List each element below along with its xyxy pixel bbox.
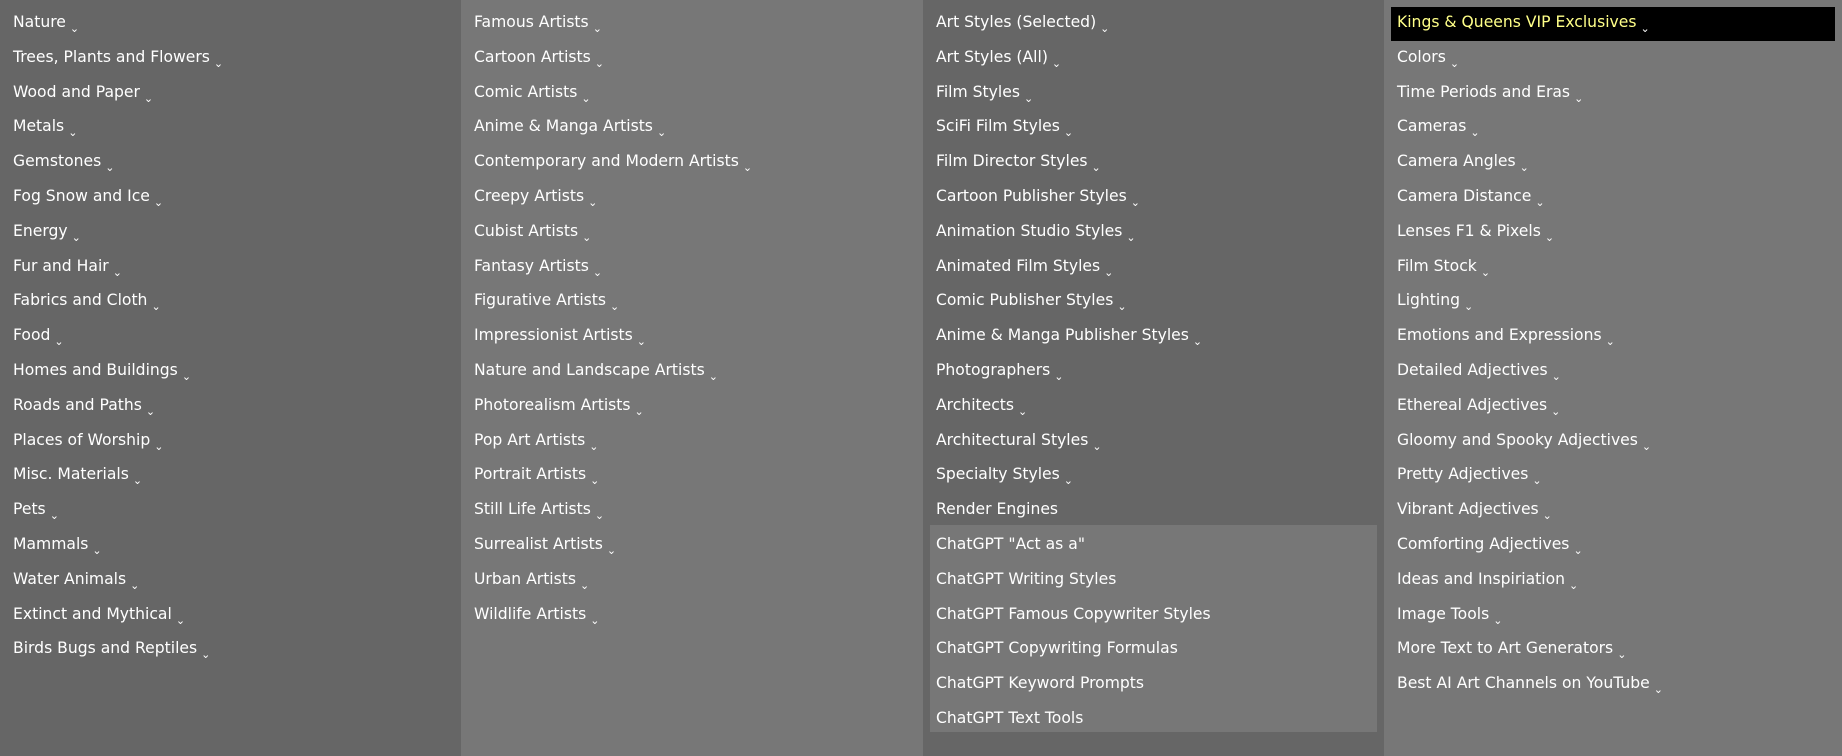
menu-item[interactable] xyxy=(1397,290,1474,314)
chevron-down-icon: ⌄ xyxy=(1532,474,1542,488)
menu-item-label: Comic Publisher Styles xyxy=(936,291,1114,310)
menu-item-label: Trees, Plants and Flowers xyxy=(13,47,210,66)
chevron-down-icon: ⌄ xyxy=(656,126,667,140)
menu-item-label: ChatGPT "Act as a" xyxy=(936,535,1085,553)
menu-item[interactable] xyxy=(13,360,192,383)
menu-item-label: Anime & Manga Publisher Styles xyxy=(936,326,1189,345)
menu-item-label: Architectural Styles xyxy=(936,430,1089,449)
chevron-down-icon: ⌄ xyxy=(213,56,224,70)
menu-item-label: Portrait Artists xyxy=(474,465,587,484)
menu-item-label: Pets xyxy=(13,500,46,519)
menu-item-label: Gloomy and Spooky Adjectives xyxy=(1397,430,1638,449)
menu-item[interactable] xyxy=(936,151,1101,175)
menu-item-label: Specialty Styles xyxy=(936,465,1060,484)
chevron-down-icon: ⌄ xyxy=(592,265,603,279)
menu-item[interactable] xyxy=(474,464,600,488)
menu-item[interactable] xyxy=(13,256,122,279)
menu-item-label: Lenses F1 & Pixels xyxy=(1397,221,1541,240)
chevron-down-icon: ⌄ xyxy=(594,509,605,523)
chevron-down-icon: ⌄ xyxy=(1449,56,1460,70)
chevron-down-icon: ⌄ xyxy=(1653,683,1663,697)
menu-item[interactable] xyxy=(474,604,600,627)
menu-item-label: Photorealism Artists xyxy=(474,395,631,414)
menu-item[interactable] xyxy=(936,325,1203,349)
menu-item-label: Photographers xyxy=(936,361,1051,379)
menu-item[interactable] xyxy=(936,116,1074,140)
menu-item[interactable] xyxy=(936,638,1178,658)
menu-column-styles xyxy=(923,0,1384,756)
menu-item-label: Art Styles (All) xyxy=(936,47,1048,66)
chevron-down-icon: ⌄ xyxy=(1480,265,1491,279)
menu-item[interactable] xyxy=(936,499,1058,519)
menu-item-label: Fantasy Artists xyxy=(474,256,589,275)
menu-item-label: ChatGPT Keyword Prompts xyxy=(936,674,1145,693)
menu-item-label: Image Tools xyxy=(1397,604,1490,623)
chevron-down-icon: ⌄ xyxy=(1192,335,1203,349)
menu-item[interactable] xyxy=(1397,430,1652,453)
menu-item-label: Birds Bugs and Reptiles xyxy=(13,639,198,658)
menu-item-label: Film Styles xyxy=(936,82,1020,101)
menu-item-label: Vibrant Adjectives xyxy=(1397,500,1539,519)
chevron-down-icon: ⌄ xyxy=(49,509,59,523)
menu-item-label: Animated Film Styles xyxy=(936,256,1101,275)
menu-item[interactable] xyxy=(936,430,1102,453)
chevron-down-icon: ⌄ xyxy=(154,439,164,453)
menu-item-label: Energy xyxy=(13,221,68,240)
chevron-down-icon: ⌄ xyxy=(594,56,604,70)
menu-item-label: Colors xyxy=(1397,47,1446,66)
chevron-down-icon: ⌄ xyxy=(636,335,646,349)
menu-item[interactable] xyxy=(474,325,646,349)
chevron-down-icon: ⌄ xyxy=(1573,544,1583,557)
menu-item-label: Contemporary and Modern Artists xyxy=(474,152,739,171)
chevron-down-icon: ⌄ xyxy=(580,578,590,592)
chevron-down-icon: ⌄ xyxy=(54,335,64,349)
menu-item[interactable] xyxy=(474,116,667,140)
menu-item[interactable] xyxy=(936,569,1116,589)
menu-item-label: Cartoon Publisher Styles xyxy=(936,187,1127,205)
menu-item[interactable] xyxy=(936,47,1062,70)
chevron-down-icon: ⌄ xyxy=(1470,126,1480,140)
chevron-down-icon: ⌄ xyxy=(130,578,140,592)
menu-item-label: Misc. Materials xyxy=(13,465,129,484)
chevron-down-icon: ⌄ xyxy=(1092,439,1102,453)
chevron-down-icon: ⌄ xyxy=(68,126,78,140)
menu-item[interactable] xyxy=(1397,221,1555,244)
chevron-down-icon: ⌄ xyxy=(1117,300,1127,314)
chevron-down-icon: ⌄ xyxy=(1640,22,1650,35)
menu-item-label: Homes and Buildings xyxy=(13,361,178,379)
chevron-down-icon: ⌄ xyxy=(151,300,161,314)
menu-item[interactable] xyxy=(1397,464,1542,488)
menu-item[interactable] xyxy=(936,673,1144,693)
chevron-down-icon: ⌄ xyxy=(1617,648,1627,662)
menu-item[interactable] xyxy=(936,221,1136,244)
menu-item[interactable] xyxy=(1397,534,1583,557)
menu-item-label: Art Styles (Selected) xyxy=(936,13,1097,31)
menu-item[interactable] xyxy=(1397,82,1584,105)
menu-item[interactable] xyxy=(13,604,186,627)
chevron-down-icon: ⌄ xyxy=(1493,613,1503,627)
menu-item[interactable] xyxy=(13,82,154,105)
chevron-down-icon: ⌄ xyxy=(153,196,164,209)
menu-item-label: Render Engines xyxy=(936,500,1059,519)
menu-item-label: Fabrics and Cloth xyxy=(13,291,148,310)
menu-item[interactable] xyxy=(1397,638,1627,662)
menu-item-label: Ideas and Inspiriation xyxy=(1397,569,1566,588)
chevron-down-icon: ⌄ xyxy=(143,91,154,105)
menu-item[interactable] xyxy=(474,499,605,523)
menu-item-label: Pop Art Artists xyxy=(474,430,586,449)
chevron-down-icon: ⌄ xyxy=(1063,474,1073,488)
menu-item-label: Cubist Artists xyxy=(474,221,579,240)
chevron-down-icon: ⌄ xyxy=(1018,404,1028,418)
chevron-down-icon: ⌄ xyxy=(1551,404,1561,418)
chevron-down-icon: ⌄ xyxy=(175,613,186,627)
menu-item[interactable] xyxy=(13,290,161,314)
menu-item-label: Places of Worship xyxy=(13,430,151,449)
menu-column-artists xyxy=(461,0,923,756)
menu-item[interactable] xyxy=(13,186,164,209)
menu-item-label: Best AI Art Channels on YouTube xyxy=(1397,674,1650,693)
chevron-down-icon: ⌄ xyxy=(69,22,80,35)
menu-item-label: Urban Artists xyxy=(474,569,577,588)
menu-item[interactable] xyxy=(1397,569,1579,592)
menu-item-label: Mammals xyxy=(13,535,89,553)
chevron-down-icon: ⌄ xyxy=(1519,161,1529,175)
menu-item[interactable] xyxy=(474,360,718,383)
chevron-down-icon: ⌄ xyxy=(588,196,598,209)
menu-item[interactable] xyxy=(13,534,102,557)
menu-item[interactable] xyxy=(474,569,590,592)
menu-item[interactable] xyxy=(474,12,602,35)
chevron-down-icon: ⌄ xyxy=(708,370,718,383)
menu-item-label: More Text to Art Generators xyxy=(1397,639,1614,658)
menu-item-label: Nature xyxy=(13,13,66,31)
menu-item[interactable] xyxy=(13,569,140,592)
menu-item[interactable] xyxy=(936,360,1064,383)
chevron-down-icon: ⌄ xyxy=(145,404,156,418)
chevron-down-icon: ⌄ xyxy=(590,613,600,627)
menu-item-label: Detailed Adjectives xyxy=(1397,361,1548,379)
chevron-down-icon: ⌄ xyxy=(1023,91,1034,105)
menu-item-label: Pretty Adjectives xyxy=(1397,465,1529,484)
menu-item-label: ChatGPT Writing Styles xyxy=(936,569,1117,588)
menu-item[interactable] xyxy=(936,290,1127,314)
chevron-down-icon: ⌄ xyxy=(1051,56,1062,70)
chevron-down-icon: ⌄ xyxy=(610,300,620,314)
chevron-down-icon: ⌄ xyxy=(201,648,211,662)
menu-item[interactable] xyxy=(13,325,64,349)
menu-item[interactable] xyxy=(13,499,59,523)
menu-item[interactable] xyxy=(936,82,1034,105)
chevron-down-icon: ⌄ xyxy=(1091,161,1101,175)
chevron-down-icon: ⌄ xyxy=(1054,370,1064,383)
menu-item-label: Water Animals xyxy=(13,569,127,588)
menu-item-label: Anime & Manga Artists xyxy=(474,117,653,136)
menu-item-label: Camera Distance xyxy=(1397,187,1532,205)
menu-item-label: Impressionist Artists xyxy=(474,326,633,345)
menu-item[interactable] xyxy=(13,395,156,418)
menu-item-label: Wildlife Artists xyxy=(474,604,587,623)
menu-item-label: ChatGPT Famous Copywriter Styles xyxy=(936,604,1211,623)
menu-item[interactable] xyxy=(474,534,617,557)
chevron-down-icon: ⌄ xyxy=(592,22,602,35)
menu-item[interactable] xyxy=(474,290,620,314)
chevron-down-icon: ⌄ xyxy=(1542,509,1552,523)
menu-item-label: SciFi Film Styles xyxy=(936,117,1060,136)
menu-item[interactable] xyxy=(1397,116,1480,140)
menu-item-label: Camera Angles xyxy=(1397,152,1516,171)
menu-item-label: ChatGPT Text Tools xyxy=(936,709,1084,727)
menu-item-label: Film Director Styles xyxy=(936,152,1088,171)
menu-item[interactable] xyxy=(936,12,1110,35)
menu-item-label: Famous Artists xyxy=(474,13,589,31)
menu-item[interactable] xyxy=(13,47,224,70)
menu-item[interactable] xyxy=(1397,256,1491,279)
menu-item-label: Fog Snow and Ice xyxy=(13,187,150,205)
menu-item[interactable] xyxy=(1397,395,1561,418)
menu-item-label: Fur and Hair xyxy=(13,256,109,275)
menu-column-materials xyxy=(0,0,461,756)
chevron-down-icon: ⌄ xyxy=(92,544,102,557)
menu-item-label: Still Life Artists xyxy=(474,500,591,519)
menu-item[interactable] xyxy=(474,47,604,70)
menu-item-label: Cameras xyxy=(1397,117,1467,136)
menu-item-label: Gemstones xyxy=(13,152,102,171)
menu-item[interactable] xyxy=(936,604,1211,624)
menu-item[interactable] xyxy=(1397,325,1615,349)
menu-item[interactable] xyxy=(1397,604,1503,627)
menu-item-label: Time Periods and Eras xyxy=(1397,82,1571,101)
chevron-down-icon: ⌄ xyxy=(1063,126,1074,140)
chevron-down-icon: ⌄ xyxy=(606,544,617,557)
menu-item[interactable] xyxy=(1397,673,1663,697)
menu-item-label: Kings & Queens VIP Exclusives xyxy=(1397,13,1637,31)
menu-item-label: Comic Artists xyxy=(474,82,578,101)
menu-item-label: Wood and Paper xyxy=(13,82,140,101)
menu-item[interactable] xyxy=(1397,151,1529,175)
menu-item-label: Figurative Artists xyxy=(474,291,607,310)
menu-item[interactable] xyxy=(474,186,598,209)
menu-item-label: Surrealist Artists xyxy=(474,535,603,553)
chevron-down-icon: ⌄ xyxy=(105,161,115,175)
menu-item[interactable] xyxy=(1397,360,1561,383)
menu-item-label: Animation Studio Styles xyxy=(936,221,1123,240)
menu-item[interactable] xyxy=(474,395,644,418)
menu-item-label: ChatGPT Copywriting Formulas xyxy=(936,639,1178,658)
chevron-down-icon: ⌄ xyxy=(1574,91,1584,105)
chevron-down-icon: ⌄ xyxy=(1641,439,1652,453)
menu-item[interactable] xyxy=(474,151,753,175)
chevron-down-icon: ⌄ xyxy=(582,230,592,244)
menu-item-label: Food xyxy=(13,326,51,345)
menu-item-label: Nature and Landscape Artists xyxy=(474,361,705,379)
menu-item-label: Metals xyxy=(13,117,65,136)
menu-item[interactable] xyxy=(13,116,78,140)
chevron-down-icon: ⌄ xyxy=(581,91,591,105)
chevron-down-icon: ⌄ xyxy=(1100,22,1110,35)
menu-item-label: Ethereal Adjectives xyxy=(1397,395,1548,414)
menu-item[interactable] xyxy=(13,464,143,488)
chevron-down-icon: ⌄ xyxy=(634,404,644,418)
menu-item[interactable] xyxy=(13,221,81,244)
menu-item[interactable] xyxy=(936,534,1085,554)
menu-item[interactable] xyxy=(1397,499,1552,523)
menu-column-photography xyxy=(1384,0,1842,756)
chevron-down-icon: ⌄ xyxy=(132,474,143,488)
menu-item[interactable] xyxy=(474,256,603,279)
menu-item-label: Film Stock xyxy=(1397,256,1477,275)
menu-item-label: Lighting xyxy=(1397,291,1461,310)
menu-item[interactable] xyxy=(936,395,1028,418)
menu-item[interactable] xyxy=(936,186,1140,209)
chevron-down-icon: ⌄ xyxy=(71,230,81,244)
menu-item[interactable] xyxy=(13,12,80,35)
chevron-down-icon: ⌄ xyxy=(1130,196,1140,209)
menu-item[interactable] xyxy=(13,151,115,175)
menu-item[interactable] xyxy=(474,82,591,105)
chevron-down-icon: ⌄ xyxy=(1551,370,1561,383)
chatgpt-section-panel xyxy=(930,525,1377,732)
menu-item[interactable] xyxy=(1397,47,1460,70)
menu-item[interactable] xyxy=(13,430,164,453)
chevron-down-icon: ⌄ xyxy=(1104,265,1114,279)
menu-item-label: Creepy Artists xyxy=(474,187,585,205)
menu-item-label: Architects xyxy=(936,395,1015,414)
menu-item[interactable] xyxy=(936,708,1083,728)
menu-item[interactable] xyxy=(1397,12,1650,35)
chevron-down-icon: ⌄ xyxy=(742,161,753,175)
chevron-down-icon: ⌄ xyxy=(1535,196,1545,209)
menu-item-label: Comforting Adjectives xyxy=(1397,535,1570,553)
menu-item-label: Roads and Paths xyxy=(13,395,142,414)
menu-item[interactable] xyxy=(1397,186,1545,209)
chevron-down-icon: ⌄ xyxy=(590,474,600,488)
chevron-down-icon: ⌄ xyxy=(112,265,122,279)
menu-item[interactable] xyxy=(474,430,599,453)
menu-item-label: Emotions and Expressions xyxy=(1397,326,1602,345)
menu-item-label: Extinct and Mythical xyxy=(13,604,172,623)
chevron-down-icon: ⌄ xyxy=(1126,230,1136,244)
chevron-down-icon: ⌄ xyxy=(181,370,192,383)
chevron-down-icon: ⌄ xyxy=(1544,230,1555,244)
menu-item[interactable] xyxy=(936,464,1073,488)
chevron-down-icon: ⌄ xyxy=(1569,578,1579,592)
menu-item[interactable] xyxy=(936,256,1114,279)
chevron-down-icon: ⌄ xyxy=(1464,300,1474,314)
chevron-down-icon: ⌄ xyxy=(589,439,599,453)
menu-item[interactable] xyxy=(474,221,592,244)
menu-item[interactable] xyxy=(13,638,211,662)
chevron-down-icon: ⌄ xyxy=(1605,335,1615,349)
menu-item-label: Cartoon Artists xyxy=(474,47,591,66)
